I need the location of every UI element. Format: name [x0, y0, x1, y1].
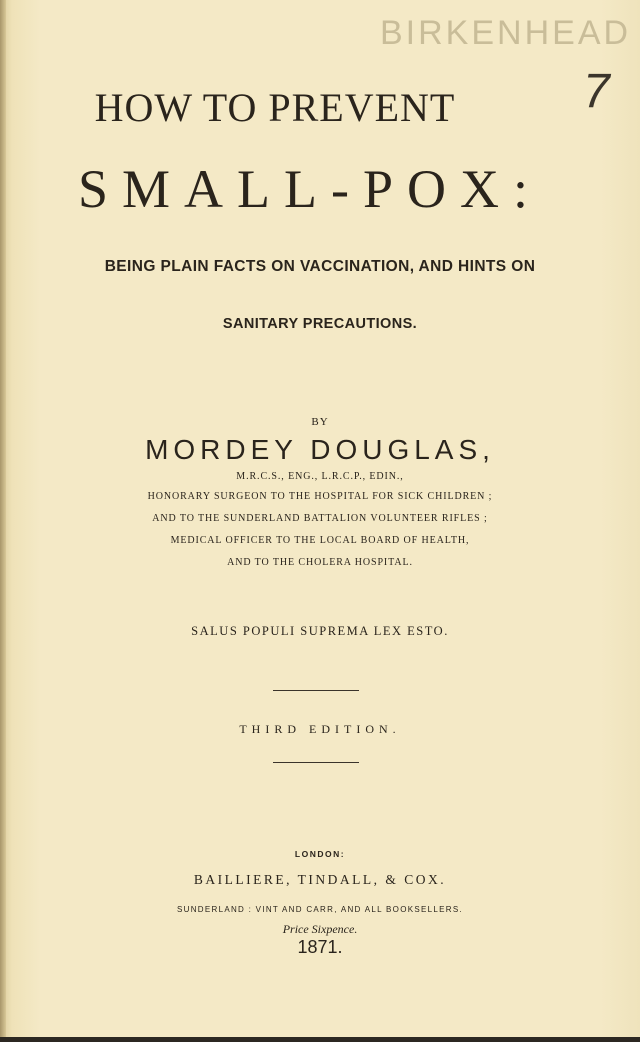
- author-qualifications: M.R.C.S., ENG., L.R.C.P., EDIN.,: [236, 471, 404, 482]
- imprint-sellers: SUNDERLAND : VINT AND CARR, AND ALL BOOKSELLERS.: [176, 905, 464, 914]
- title-line-2: SMALL-POX:: [77, 159, 543, 219]
- imprint-publisher: BAILLIERE, TINDALL, & COX.: [193, 872, 447, 887]
- byline: BY: [311, 416, 329, 428]
- title-line-1: HOW TO PREVENT: [94, 85, 456, 130]
- author-name: MORDEY DOUGLAS,: [145, 434, 495, 465]
- library-stamp: BIRKENHEAD: [380, 14, 632, 52]
- edition: THIRD EDITION.: [239, 722, 401, 736]
- shelfmark: 7: [583, 65, 610, 118]
- author-position: MEDICAL OFFICER TO THE LOCAL BOARD OF HEALTH,: [170, 535, 470, 546]
- subtitle-line-1: BEING PLAIN FACTS ON VACCINATION, AND HINTS ON: [104, 258, 536, 275]
- imprint-year: 1871.: [297, 937, 343, 957]
- author-position: AND TO THE SUNDERLAND BATTALION VOLUNTEER RIFLES ;: [152, 513, 488, 524]
- imprint-price: Price Sixpence.: [282, 922, 358, 936]
- imprint-city: LONDON:: [294, 849, 346, 859]
- subtitle-line-2: SANITARY PRECAUTIONS.: [222, 316, 418, 332]
- divider-rule: [273, 690, 359, 691]
- author-position: HONORARY SURGEON TO THE HOSPITAL FOR SICK CHILDREN ;: [147, 491, 493, 502]
- author-position: AND TO THE CHOLERA HOSPITAL.: [227, 557, 413, 568]
- motto: SALUS POPULI SUPREMA LEX ESTO.: [191, 624, 449, 638]
- page-bottom-edge: [0, 1037, 640, 1042]
- divider-rule: [273, 762, 359, 763]
